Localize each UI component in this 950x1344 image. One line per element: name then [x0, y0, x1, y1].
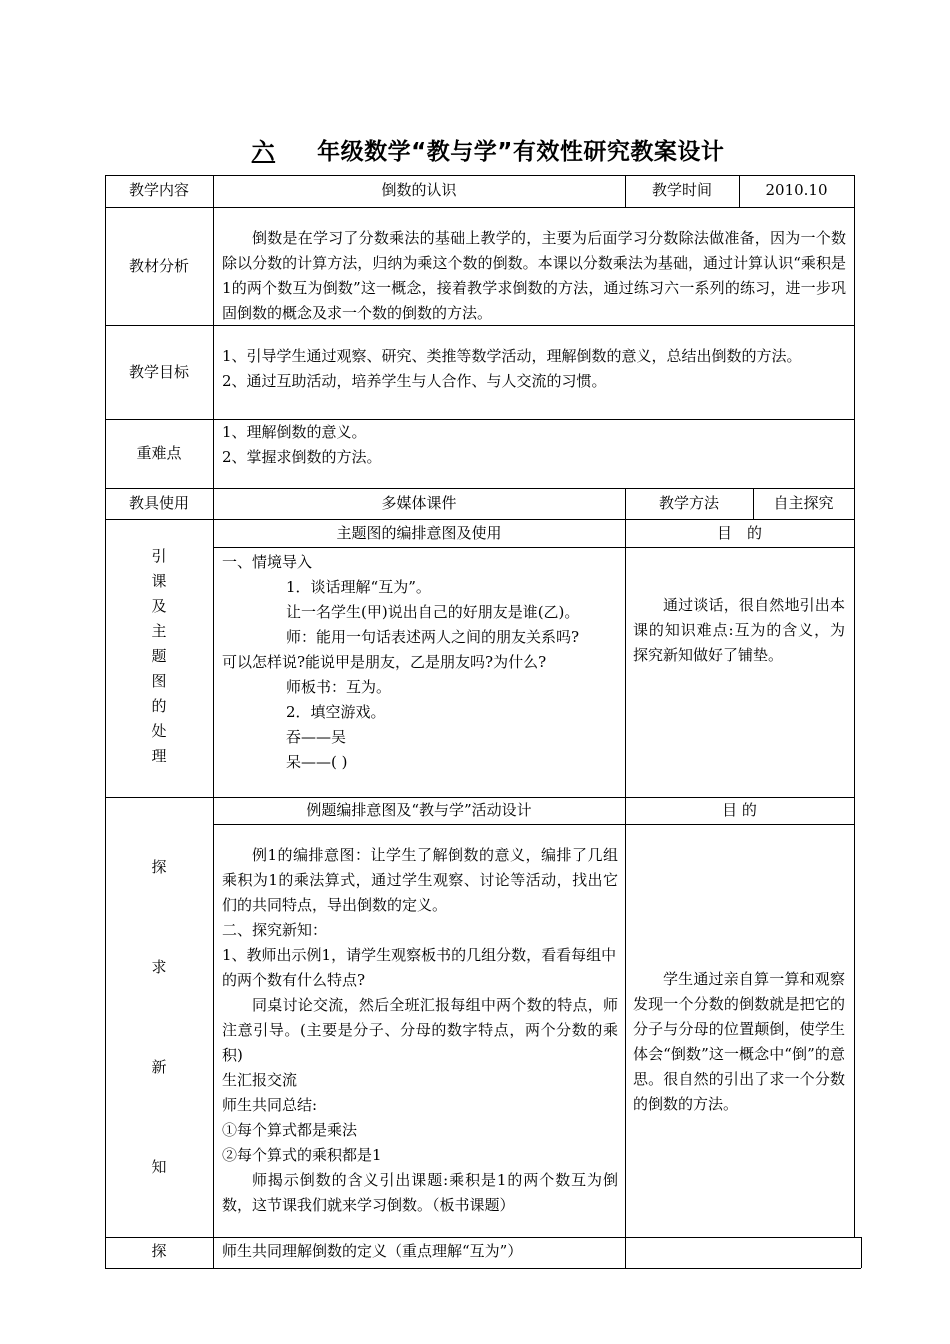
- last-row-side-char: 探: [151, 1242, 167, 1260]
- method-value: 自主探究: [773, 494, 834, 512]
- section1-purpose-header: 目 的: [716, 524, 762, 542]
- title-text: 年级数学“教与学”有效性研究教案设计: [317, 139, 725, 165]
- section2-reveal: 师揭示倒数的含义引出课题:乘积是1的两个数互为倒数，这节课我们就来学习倒数。（板书课题）: [222, 1171, 618, 1214]
- content-line: 师生共同总结:: [222, 1096, 318, 1114]
- content-line: 1、教师出示例1，请学生观察板书的几组分数，看看每组中的两个数有什么特点?: [222, 946, 617, 989]
- goals-list: [222, 344, 852, 394]
- side-char: 处: [151, 722, 167, 740]
- side-char: 主: [151, 622, 167, 640]
- section1-col-header: 主题图的编排意图及使用: [336, 524, 502, 542]
- analysis-text-cell: [222, 226, 846, 326]
- side-char: 及: [151, 597, 167, 615]
- side-char: 理: [151, 747, 167, 765]
- analysis-text: 倒数是在学习了分数乘法的基础上教学的，主要为后面学习分数除法做准备，因为一个数除以分数的计算方法，归纳为乘这个数的倒数。本课以分数乘法为基础，通过计算认识“乘积是1的两个数互为倒数”这一概念，接着教学求倒数的方法，通过练习六一系列的练习，进一步巩固倒数的概念及求一个数的倒数的方法。: [222, 229, 846, 322]
- content-line: 呆——( ): [286, 753, 348, 771]
- side-char: 求: [151, 958, 167, 976]
- section2-purpose-header: 目 的: [722, 801, 757, 819]
- section2-content: [222, 843, 618, 1218]
- goal-item: 1、引导学生通过观察、研究、类推等数学活动，理解倒数的意义，总结出倒数的方法。: [222, 347, 802, 365]
- side-char: 题: [151, 647, 167, 665]
- tools-label: 教具使用: [128, 494, 189, 512]
- key-points-label: 重难点: [136, 444, 182, 462]
- section2-intent: 例1的编排意图：让学生了解倒数的意义，编排了几组乘积为1的乘法算式，通过学生观察、讨论等活动，找出它们的共同特点，导出倒数的定义。: [222, 846, 618, 914]
- content-line: 吞——吴: [286, 728, 347, 746]
- key-point-item: 1、理解倒数的意义。: [222, 423, 367, 441]
- last-row-text: 师生共同理解倒数的定义（重点理解“互为”）: [222, 1242, 523, 1260]
- key-point-item: 2、掌握求倒数的方法。: [222, 448, 382, 466]
- content-line: 可以怎样说?能说甲是朋友，乙是朋友吗?为什么?: [222, 653, 547, 671]
- side-char: 课: [151, 572, 167, 590]
- content-label: 教学内容: [128, 181, 189, 199]
- section2-purpose: 学生通过亲自算一算和观察发现一个分数的倒数就是把它的分子与分母的位置颠倒，使学生体会“倒数”这一概念中“倒”的意思。很自然的引出了求一个分数的倒数的方法。: [633, 970, 845, 1113]
- side-char: 图: [151, 672, 167, 690]
- content-line: 师：能用一句话表述两人之间的朋友关系吗?: [286, 628, 580, 646]
- analysis-label: 教材分析: [128, 257, 189, 275]
- goal-item: 2、通过互助活动，培养学生与人合作、与人交流的习惯。: [222, 372, 607, 390]
- goals-label: 教学目标: [128, 363, 189, 381]
- section2-purpose-cell: [633, 967, 845, 1117]
- content-value: 倒数的认识: [381, 181, 457, 199]
- section1-content: [222, 550, 622, 775]
- section1-side-label: [105, 544, 213, 769]
- key-points-list: [222, 420, 622, 470]
- time-value: 2010.10: [765, 181, 828, 199]
- grade-field: 六: [251, 139, 276, 165]
- section2-discuss: 同桌讨论交流，然后全班汇报每组中两个数的特点，师注意引导。(主要是分子、分母的数字特点，两个分数的乘积): [222, 996, 618, 1064]
- content-line: 生汇报交流: [222, 1071, 298, 1089]
- content-line: 二、探究新知：: [222, 921, 328, 939]
- content-line: 师板书：互为。: [286, 678, 392, 696]
- method-label: 教学方法: [658, 494, 719, 512]
- side-char: 的: [151, 697, 167, 715]
- time-label: 教学时间: [651, 181, 712, 199]
- side-char: 新: [151, 1058, 167, 1076]
- section1-purpose: 通过谈话，很自然地引出本课的知识难点:互为的含义，为探究新知做好了铺垫。: [633, 596, 845, 664]
- content-line: ②每个算式的乘积都是1: [222, 1146, 382, 1164]
- section2-col-header: 例题编排意图及“教与学”活动设计: [306, 801, 532, 819]
- page-title: [0, 133, 950, 166]
- side-char: 引: [151, 547, 167, 565]
- section1-purpose-cell: [633, 593, 845, 668]
- side-char: 知: [151, 1158, 167, 1176]
- content-line: 一、情境导入: [222, 553, 313, 571]
- content-line: 1．谈话理解“互为”。: [286, 578, 431, 596]
- side-char: 探: [151, 858, 167, 876]
- content-line: 让一名学生(甲)说出自己的好朋友是谁(乙)。: [286, 603, 580, 621]
- content-line: ①每个算式都是乘法: [222, 1121, 358, 1139]
- content-line: 2．填空游戏。: [286, 703, 386, 721]
- tools-value: 多媒体课件: [381, 494, 457, 512]
